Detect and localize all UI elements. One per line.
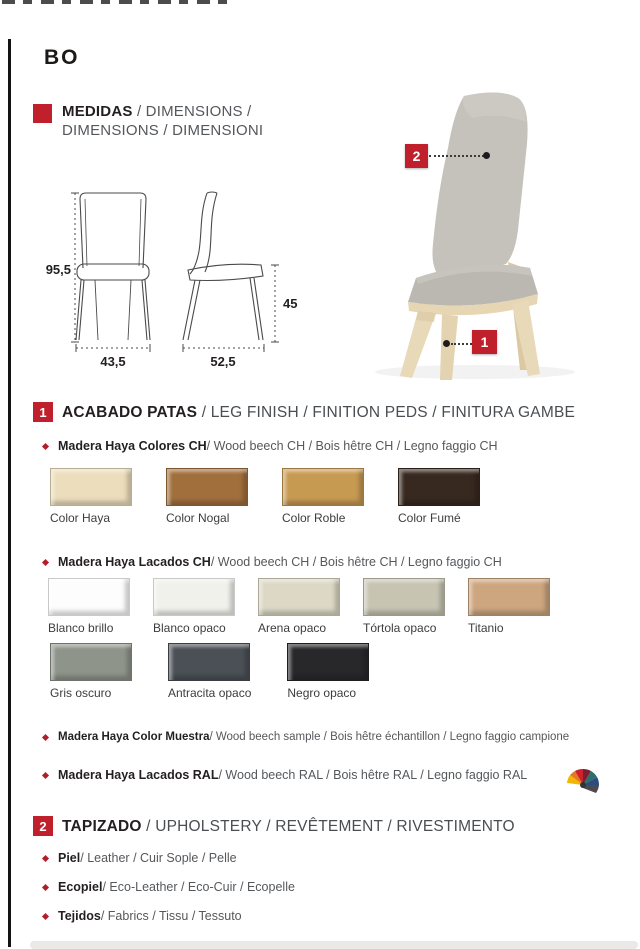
diamond-bullet-icon [42,733,49,740]
callout-2-leader-line [429,155,484,157]
section1-number-badge: 1 [33,402,53,422]
front-seat-outline [77,264,149,280]
swatch-item [287,643,369,700]
side-seat-outline [188,264,263,280]
front-right-leg [512,300,540,376]
diamond-bullet-icon [42,558,49,565]
swatch-label: Blanco opaco [153,621,226,635]
swatch-color [50,643,132,681]
front-height-value: 95,5 [45,262,71,277]
swatch-label: Color Fumé [398,511,461,525]
swatch-label: Color Haya [50,511,111,525]
callout-1-dot [443,340,450,347]
callout-1-badge: 1 [472,330,497,354]
front-right-leg [142,280,150,340]
swatch-item [468,578,550,635]
side-back-rear-edge [205,193,217,272]
swatch-label: Color Roble [282,511,346,525]
swatch-item [398,468,480,525]
side-front-leg [250,278,263,340]
group1-label: Madera Haya Colores CH / Wood beech CH / Bois hêtre CH / Legno faggio CH [43,439,498,453]
side-rear-leg [183,280,200,340]
swatch-color [258,578,340,616]
swatch-item [282,468,364,525]
upholstery-item-ecopiel: Ecopiel / Eco-Leather / Eco-Cuir / Ecopelle [43,880,295,894]
swatch-row-lacados-ch-b [50,643,369,700]
swatch-label: Blanco brillo [48,621,114,635]
swatch-label: Negro opaco [287,686,357,700]
swatch-item [50,468,132,525]
swatch-item [166,468,248,525]
front-backrest-outline [80,193,146,268]
diamond-bullet-icon [42,912,49,919]
swatch-color [398,468,480,506]
swatch-color [50,468,132,506]
diamond-bullet-icon [42,442,49,449]
swatch-label: Tórtola opaco [363,621,437,635]
front-left-leg [76,280,84,340]
callout-2-dot [483,152,490,159]
diamond-bullet-icon [42,854,49,861]
side-depth-value: 52,5 [210,354,236,369]
side-back-front-edge [190,193,207,274]
front-rear-legs [95,280,131,340]
callout-1-leader-line [451,343,472,345]
note-lacados-ral: Madera Haya Lacados RAL / Wood beech RAL / Bois hêtre RAL / Legno faggio RAL [43,768,527,782]
swatch-color [48,578,130,616]
swatch-color [282,468,364,506]
medidas-red-square-icon [33,104,52,123]
section2-heading: TAPIZADO / UPHOLSTERY / REVÊTEMENT / RIVESTIMENTO [62,818,515,835]
swatch-color [166,468,248,506]
section2-number-badge: 2 [33,816,53,836]
swatch-label: Titanio [468,621,504,635]
page-title: BO [44,46,80,69]
swatch-item [363,578,445,635]
swatch-item [50,643,132,700]
swatch-item [168,643,251,700]
dimension-drawings [35,190,315,382]
swatch-label: Arena opaco [258,621,327,635]
swatch-item [258,578,340,635]
left-margin-rule [8,39,11,947]
swatch-color [468,578,550,616]
medidas-heading-line2: DIMENSIONS / DIMENSIONI [62,122,264,139]
swatch-color [287,643,369,681]
callout-2-badge: 2 [405,144,428,168]
upholstery-item-tejidos: Tejidos / Fabrics / Tissu / Tessuto [43,909,242,923]
footer-bar [30,941,638,949]
upholstery-item-piel: Piel / Leather / Cuir Sople / Pelle [43,851,237,865]
swatch-color [153,578,235,616]
swatch-color [168,643,250,681]
diamond-bullet-icon [42,771,49,778]
swatch-row-lacados-ch-a [48,578,550,635]
swatch-label: Gris oscuro [50,686,112,700]
note-color-muestra: Madera Haya Color Muestra / Wood beech sample / Bois hêtre échantillon / Legno faggio campione [43,731,569,743]
backrest-upholstery [432,92,527,280]
ral-color-fan-icon [563,758,605,796]
section1-heading: ACABADO PATAS / LEG FINISH / FINITION PEDS / FINITURA GAMBE [62,404,576,421]
swatch-label: Color Nogal [166,511,230,525]
swatch-row-colores-ch [50,468,480,525]
medidas-heading [62,102,263,140]
swatch-color [363,578,445,616]
front-width-value: 43,5 [100,354,126,369]
swatch-item [48,578,130,635]
cropped-header-text-fragment [2,0,228,4]
diamond-bullet-icon [42,883,49,890]
group2-label: Madera Haya Lacados CH / Wood beech CH / Bois hêtre CH / Legno faggio CH [43,555,502,569]
medidas-heading-line1: MEDIDAS / DIMENSIONS / [62,103,252,120]
seat-height-value: 45 [283,296,298,311]
swatch-label: Antracita opaco [168,686,252,700]
swatch-item [153,578,235,635]
